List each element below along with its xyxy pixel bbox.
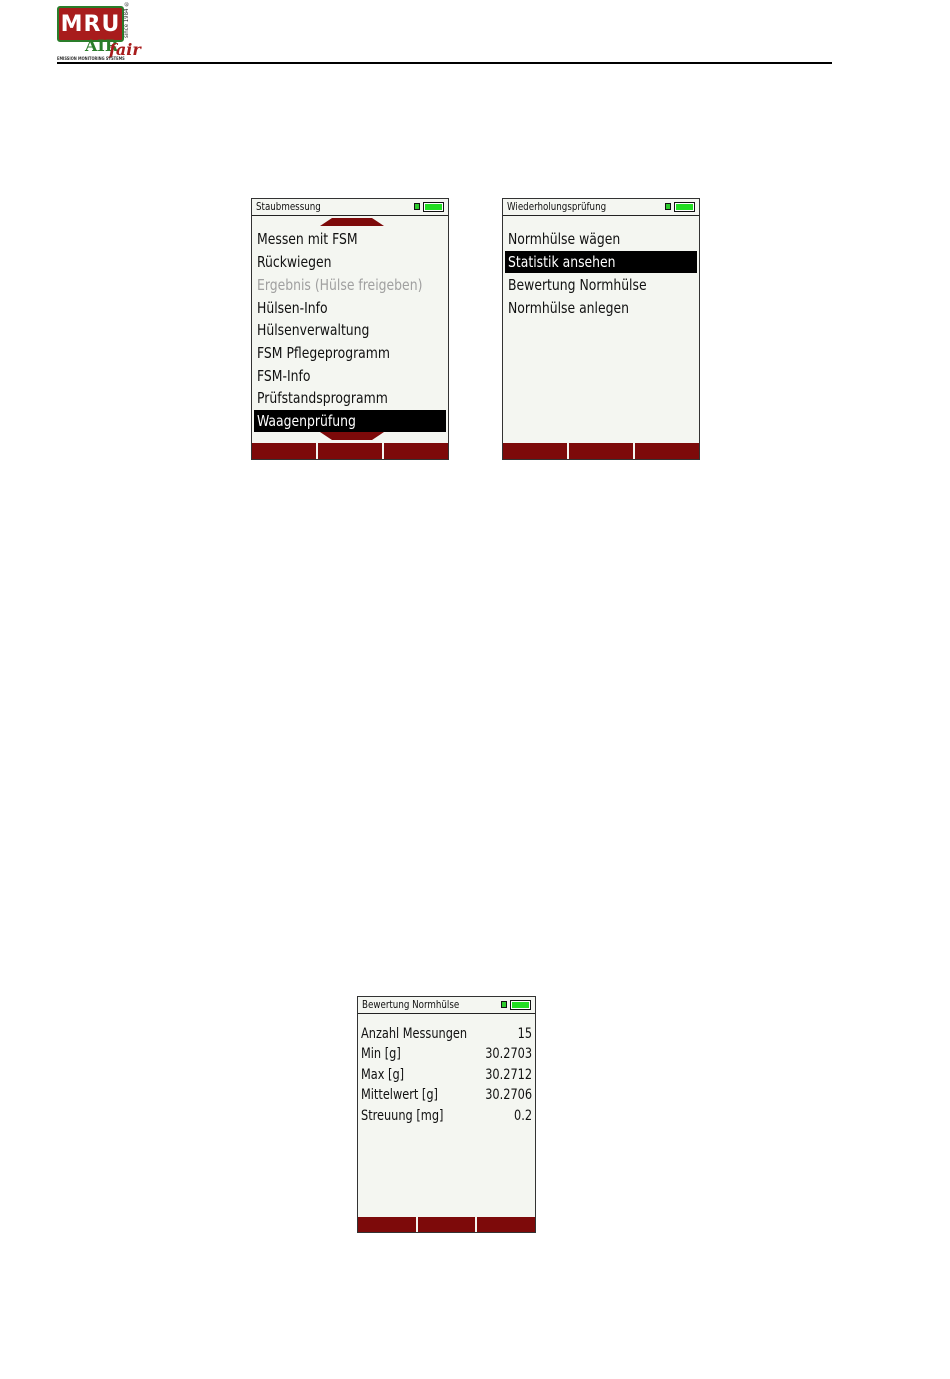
battery-icon bbox=[414, 202, 444, 212]
softkey-right[interactable] bbox=[384, 443, 448, 459]
logo-mru-text: MRU bbox=[60, 11, 121, 37]
screen-title: Staubmessung bbox=[256, 200, 321, 213]
menu-item-normhuelse-anlegen[interactable]: Normhülse anlegen bbox=[508, 299, 630, 317]
scroll-down-indicator[interactable] bbox=[302, 432, 402, 442]
stat-label: Anzahl Messungen bbox=[361, 1026, 468, 1042]
menu-item-huelsenverwaltung[interactable]: Hülsenverwaltung bbox=[257, 321, 370, 339]
stat-value: 15 bbox=[517, 1026, 532, 1042]
softkey-middle[interactable] bbox=[418, 1217, 476, 1232]
screen-title: Wiederholungsprüfung bbox=[507, 200, 607, 213]
stat-row-streuung bbox=[361, 1106, 532, 1126]
mains-plug-icon bbox=[665, 203, 671, 210]
stat-label: Streuung [mg] bbox=[361, 1108, 444, 1124]
menu-item-fsm-info[interactable]: FSM-Info bbox=[257, 367, 311, 385]
menu-item-messen-mit-fsm[interactable]: Messen mit FSM bbox=[257, 230, 358, 248]
softkey-bar bbox=[358, 1217, 535, 1232]
stat-label: Min [g] bbox=[361, 1046, 401, 1062]
wiederholungspruefung-screen bbox=[502, 198, 700, 460]
stat-value: 30.2712 bbox=[485, 1067, 532, 1083]
stat-row-max bbox=[361, 1065, 532, 1085]
logo-tagline: EMISSION MONITORING SYSTEMS bbox=[57, 56, 125, 61]
menu-item-huelsen-info[interactable]: Hülsen-Info bbox=[257, 299, 328, 317]
battery-icon bbox=[665, 202, 695, 212]
softkey-middle[interactable] bbox=[569, 443, 633, 459]
stat-label: Mittelwert [g] bbox=[361, 1087, 438, 1103]
logo-fair-text: fair bbox=[109, 40, 141, 59]
battery-icon bbox=[501, 1000, 531, 1010]
stat-value: 0.2 bbox=[513, 1108, 532, 1124]
softkey-right[interactable] bbox=[635, 443, 699, 459]
menu-item-waagenpruefung[interactable]: Waagenprüfung bbox=[254, 410, 446, 432]
menu-item-fsm-pflegeprogramm[interactable]: FSM Pflegeprogramm bbox=[257, 344, 390, 362]
staubmessung-screen bbox=[251, 198, 449, 460]
stat-label: Max [g] bbox=[361, 1067, 405, 1083]
stat-row-anzahl-messungen bbox=[361, 1024, 532, 1044]
menu-item-pruefstandsprogramm[interactable]: Prüfstandsprogramm bbox=[257, 389, 388, 407]
header-divider bbox=[57, 62, 832, 64]
logo-since-text: since 1984 ® bbox=[123, 0, 130, 38]
mru-airfair-logo bbox=[57, 0, 141, 62]
softkey-right[interactable] bbox=[477, 1217, 535, 1232]
menu-item-normhuelse-waegen[interactable]: Normhülse wägen bbox=[508, 230, 621, 248]
scroll-up-indicator[interactable] bbox=[302, 216, 402, 226]
softkey-bar bbox=[503, 443, 699, 459]
stat-row-min bbox=[361, 1044, 532, 1064]
menu-item-rueckwiegen[interactable]: Rückwiegen bbox=[257, 253, 332, 271]
softkey-middle[interactable] bbox=[318, 443, 382, 459]
stat-row-mittelwert bbox=[361, 1085, 532, 1105]
menu-item-statistik-ansehen[interactable]: Statistik ansehen bbox=[505, 251, 697, 273]
menu-item-ergebnis: Ergebnis (Hülse freigeben) bbox=[257, 276, 423, 294]
mains-plug-icon bbox=[501, 1001, 507, 1008]
screen-titlebar bbox=[358, 997, 535, 1014]
battery-level-icon bbox=[674, 202, 695, 212]
softkey-left[interactable] bbox=[503, 443, 567, 459]
softkey-left[interactable] bbox=[358, 1217, 416, 1232]
battery-level-icon bbox=[423, 202, 444, 212]
battery-level-icon bbox=[510, 1000, 531, 1010]
softkey-bar bbox=[252, 443, 448, 459]
screen-titlebar bbox=[503, 199, 699, 216]
screen-title: Bewertung Normhülse bbox=[362, 998, 460, 1011]
logo-air-text: AIR bbox=[85, 36, 119, 55]
menu-item-bewertung-normhuelse[interactable]: Bewertung Normhülse bbox=[508, 276, 647, 294]
screen-titlebar bbox=[252, 199, 448, 216]
mains-plug-icon bbox=[414, 203, 420, 210]
stat-value: 30.2703 bbox=[485, 1046, 532, 1062]
stat-value: 30.2706 bbox=[485, 1087, 532, 1103]
softkey-left[interactable] bbox=[252, 443, 316, 459]
bewertung-normhuelse-screen bbox=[357, 996, 536, 1233]
